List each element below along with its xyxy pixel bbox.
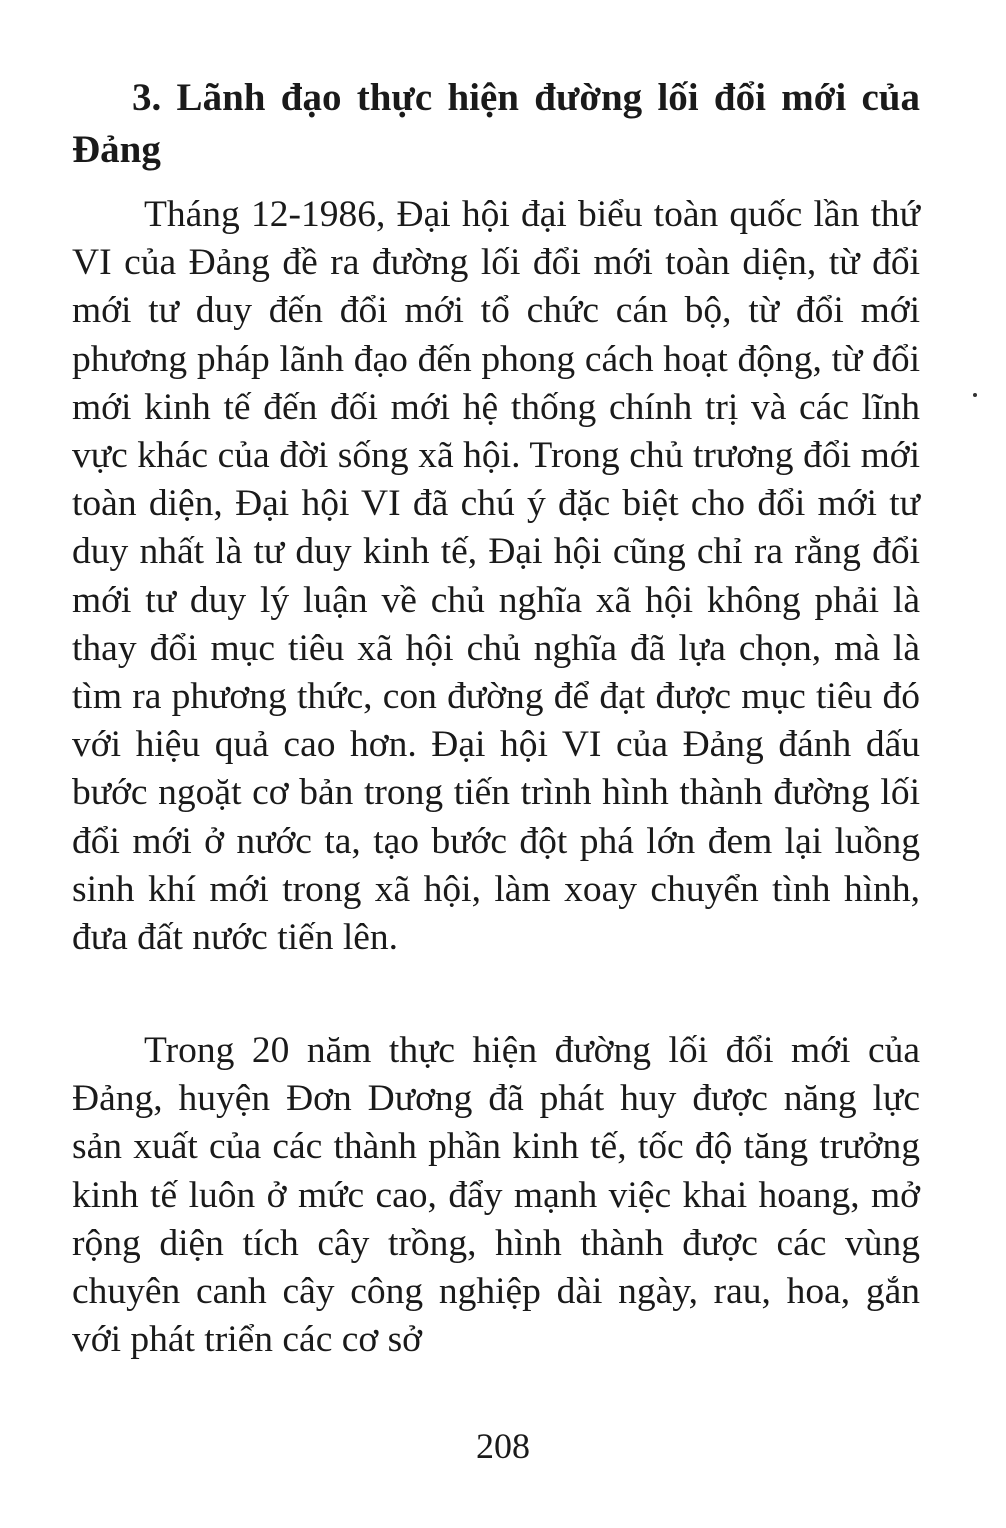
section-heading: 3. Lãnh đạo thực hiện đường lối đổi mới của Đảng	[72, 76, 920, 171]
body-paragraph: Tháng 12-1986, Đại hội đại biểu toàn quốc lần thứ VI của Đảng đề ra đường lối đổi mới toàn diện, từ đổi mới tư duy đến đổi mới tổ chức cán bộ, từ đổi mới phương pháp lãnh đạo đến phong cách hoạt động, từ đổi mới kinh tế đến đối mới hệ thống chính trị và các lĩnh vực khác của đời sống xã hội. Trong chủ trương đổi mới toàn diện, Đại hội VI đã chú ý đặc biệt cho đổi mới tư duy nhất là tư duy kinh tế, Đại hội cũng chỉ ra rằng đổi mới tư duy lý luận về chủ nghĩa xã hội không phải là thay đổi mục tiêu xã hội chủ nghĩa đã lựa chọn, mà là tìm ra phương thức, con đường để đạt được mục tiêu đó với hiệu quả cao hơn. Đại hội VI của Đảng đánh dấu bước ngoặt cơ bản trong tiến trình hình thành đường lối đổi mới ở nước ta, tạo bước đột phá lớn đem lại luồng sinh khí mới trong xã hội, làm xoay chuyển tình hình, đưa đất nước tiến lên.	[72, 194, 920, 959]
scan-speck	[973, 393, 977, 397]
page-number: 208	[476, 1426, 530, 1466]
body-paragraph: Trong 20 năm thực hiện đường lối đổi mới của Đảng, huyện Đơn Dương đã phát huy được năng lực sản xuất của các thành phần kinh tế, tốc độ tăng trưởng kinh tế luôn ở mức cao, đẩy mạnh việc khai hoang, mở rộng diện tích cây trồng, hình thành được các vùng chuyên canh cây công nghiệp dài ngày, rau, hoa, gắn với phát triển các cơ sở	[72, 1030, 920, 1361]
